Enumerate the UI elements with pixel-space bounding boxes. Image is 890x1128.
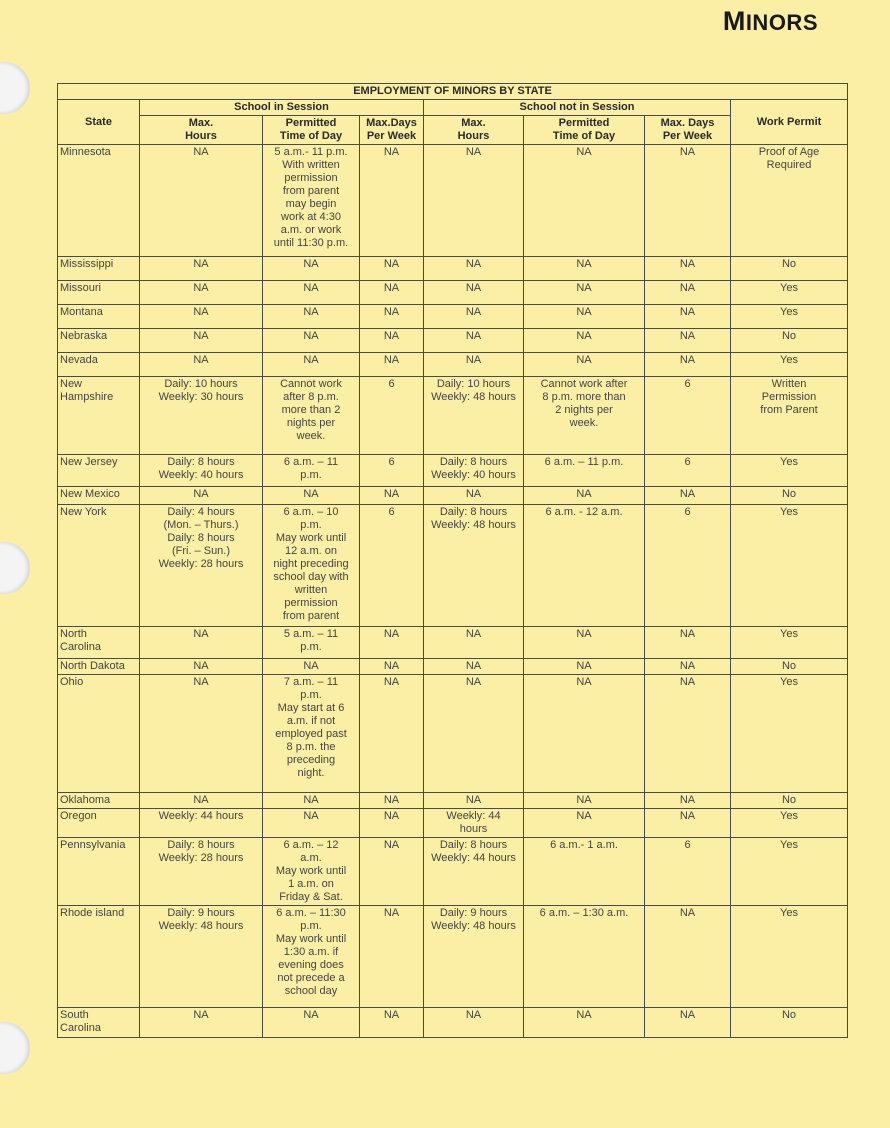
permitted-time-school-cell: NA bbox=[263, 305, 360, 329]
work-permit-cell: Yes bbox=[731, 809, 848, 838]
permitted-time-school-cell: NA bbox=[263, 257, 360, 281]
max-hours-school-cell: Daily: 9 hours Weekly: 48 hours bbox=[140, 906, 263, 1008]
col-header-max-days-no-school: Max. Days Per Week bbox=[645, 116, 731, 145]
page-title-rest: INORS bbox=[745, 10, 818, 35]
col-header-max-hours-no-school: Max. Hours bbox=[424, 116, 524, 145]
permitted-time-school-cell: Cannot work after 8 p.m. more than 2 nights per week. bbox=[263, 377, 360, 455]
permitted-time-no-school-cell: 6 a.m.- 1 a.m. bbox=[524, 838, 645, 906]
work-permit-cell: Yes bbox=[731, 305, 848, 329]
max-days-school-cell: NA bbox=[360, 281, 424, 305]
binder-hole-middle bbox=[0, 542, 30, 594]
max-days-no-school-cell: 6 bbox=[645, 838, 731, 906]
permitted-time-school-cell: NA bbox=[263, 353, 360, 377]
max-hours-no-school-cell: Daily: 8 hours Weekly: 48 hours bbox=[424, 505, 524, 627]
max-days-school-cell: NA bbox=[360, 627, 424, 659]
max-days-no-school-cell: NA bbox=[645, 906, 731, 1008]
permitted-time-school-cell: 6 a.m. – 11:30 p.m. May work until 1:30 a.m. if evening does not precede a school day bbox=[263, 906, 360, 1008]
permitted-time-school-cell: 7 a.m. – 11 p.m. May start at 6 a.m. if not employed past 8 p.m. the preceding night. bbox=[263, 675, 360, 793]
group-header-school-in-session: School in Session bbox=[140, 100, 424, 116]
permitted-time-no-school-cell: NA bbox=[524, 487, 645, 505]
col-header-permitted-time-school: Permitted Time of Day bbox=[263, 116, 360, 145]
state-cell: Oklahoma bbox=[58, 793, 140, 809]
permitted-time-no-school-cell: NA bbox=[524, 257, 645, 281]
work-permit-cell: No bbox=[731, 257, 848, 281]
max-days-no-school-cell: NA bbox=[645, 487, 731, 505]
state-cell: North Carolina bbox=[58, 627, 140, 659]
work-permit-cell: Yes bbox=[731, 906, 848, 1008]
state-cell: New Hampshire bbox=[58, 377, 140, 455]
max-days-school-cell: NA bbox=[360, 906, 424, 1008]
max-days-school-cell: 6 bbox=[360, 455, 424, 487]
page-title bbox=[723, 6, 818, 37]
max-hours-no-school-cell: Daily: 9 hours Weekly: 48 hours bbox=[424, 906, 524, 1008]
max-days-no-school-cell: NA bbox=[645, 793, 731, 809]
work-permit-cell: Yes bbox=[731, 838, 848, 906]
max-hours-no-school-cell: NA bbox=[424, 659, 524, 675]
max-days-no-school-cell: NA bbox=[645, 675, 731, 793]
max-hours-no-school-cell: NA bbox=[424, 353, 524, 377]
permitted-time-school-cell: NA bbox=[263, 809, 360, 838]
col-header-work-permit: Work Permit bbox=[731, 100, 848, 145]
permitted-time-no-school-cell: NA bbox=[524, 793, 645, 809]
state-cell: New York bbox=[58, 505, 140, 627]
max-days-no-school-cell: NA bbox=[645, 329, 731, 353]
max-hours-no-school-cell: NA bbox=[424, 793, 524, 809]
table-body bbox=[58, 145, 848, 1038]
work-permit-cell: No bbox=[731, 659, 848, 675]
table-row bbox=[58, 487, 848, 505]
permitted-time-no-school-cell: NA bbox=[524, 329, 645, 353]
employment-of-minors-table bbox=[57, 83, 848, 1038]
max-hours-no-school-cell: Daily: 10 hours Weekly: 48 hours bbox=[424, 377, 524, 455]
max-hours-no-school-cell: NA bbox=[424, 329, 524, 353]
max-hours-school-cell: Weekly: 44 hours bbox=[140, 809, 263, 838]
work-permit-cell: Written Permission from Parent bbox=[731, 377, 848, 455]
max-hours-school-cell: Daily: 4 hours (Mon. – Thurs.) Daily: 8 hours (Fri. – Sun.) Weekly: 28 hours bbox=[140, 505, 263, 627]
permitted-time-no-school-cell: NA bbox=[524, 627, 645, 659]
state-cell: Pennsylvania bbox=[58, 838, 140, 906]
group-header-school-not-in-session: School not in Session bbox=[424, 100, 731, 116]
max-days-no-school-cell: 6 bbox=[645, 455, 731, 487]
max-days-no-school-cell: NA bbox=[645, 257, 731, 281]
max-hours-school-cell: NA bbox=[140, 281, 263, 305]
table-row bbox=[58, 505, 848, 627]
permitted-time-no-school-cell: NA bbox=[524, 659, 645, 675]
work-permit-cell: Yes bbox=[731, 353, 848, 377]
permitted-time-school-cell: NA bbox=[263, 329, 360, 353]
permitted-time-no-school-cell: NA bbox=[524, 145, 645, 257]
work-permit-cell: Yes bbox=[731, 675, 848, 793]
table-row bbox=[58, 906, 848, 1008]
max-hours-school-cell: NA bbox=[140, 353, 263, 377]
max-days-no-school-cell: NA bbox=[645, 809, 731, 838]
table-row bbox=[58, 838, 848, 906]
max-hours-no-school-cell: NA bbox=[424, 257, 524, 281]
max-days-school-cell: 6 bbox=[360, 505, 424, 627]
max-hours-no-school-cell: NA bbox=[424, 1008, 524, 1038]
work-permit-cell: No bbox=[731, 793, 848, 809]
max-days-school-cell: NA bbox=[360, 838, 424, 906]
table-row bbox=[58, 455, 848, 487]
work-permit-cell: Yes bbox=[731, 281, 848, 305]
state-cell: South Carolina bbox=[58, 1008, 140, 1038]
work-permit-cell: Yes bbox=[731, 455, 848, 487]
max-hours-no-school-cell: NA bbox=[424, 145, 524, 257]
table-row bbox=[58, 257, 848, 281]
state-cell: Nebraska bbox=[58, 329, 140, 353]
max-hours-school-cell: Daily: 10 hours Weekly: 30 hours bbox=[140, 377, 263, 455]
state-cell: Montana bbox=[58, 305, 140, 329]
max-days-school-cell: NA bbox=[360, 257, 424, 281]
max-days-no-school-cell: NA bbox=[645, 1008, 731, 1038]
max-hours-no-school-cell: NA bbox=[424, 281, 524, 305]
max-days-no-school-cell: NA bbox=[645, 353, 731, 377]
max-hours-no-school-cell: Daily: 8 hours Weekly: 40 hours bbox=[424, 455, 524, 487]
max-days-no-school-cell: NA bbox=[645, 659, 731, 675]
table-row bbox=[58, 809, 848, 838]
table-row bbox=[58, 281, 848, 305]
max-days-school-cell: NA bbox=[360, 793, 424, 809]
col-header-max-hours-school: Max. Hours bbox=[140, 116, 263, 145]
permitted-time-school-cell: 5 a.m.- 11 p.m. With written permission from parent may begin work at 4:30 a.m. or work until 11:30 p.m. bbox=[263, 145, 360, 257]
permitted-time-no-school-cell: NA bbox=[524, 353, 645, 377]
work-permit-cell: No bbox=[731, 487, 848, 505]
permitted-time-school-cell: NA bbox=[263, 487, 360, 505]
max-days-no-school-cell: 6 bbox=[645, 377, 731, 455]
state-cell: Nevada bbox=[58, 353, 140, 377]
permitted-time-school-cell: NA bbox=[263, 281, 360, 305]
max-hours-no-school-cell: NA bbox=[424, 627, 524, 659]
max-hours-school-cell: NA bbox=[140, 793, 263, 809]
state-cell: Minnesota bbox=[58, 145, 140, 257]
max-days-no-school-cell: NA bbox=[645, 145, 731, 257]
permitted-time-no-school-cell: NA bbox=[524, 1008, 645, 1038]
page-title-initial: M bbox=[722, 6, 746, 36]
table-row bbox=[58, 659, 848, 675]
state-cell: Missouri bbox=[58, 281, 140, 305]
table-row bbox=[58, 675, 848, 793]
table-row bbox=[58, 1008, 848, 1038]
max-days-school-cell: NA bbox=[360, 353, 424, 377]
table-caption: EMPLOYMENT OF MINORS BY STATE bbox=[58, 84, 848, 100]
col-header-permitted-time-no-school: Permitted Time of Day bbox=[524, 116, 645, 145]
max-hours-no-school-cell: NA bbox=[424, 487, 524, 505]
permitted-time-no-school-cell: NA bbox=[524, 281, 645, 305]
table-row bbox=[58, 793, 848, 809]
state-cell: North Dakota bbox=[58, 659, 140, 675]
max-hours-school-cell: NA bbox=[140, 1008, 263, 1038]
state-cell: Ohio bbox=[58, 675, 140, 793]
permitted-time-school-cell: NA bbox=[263, 659, 360, 675]
table-row bbox=[58, 145, 848, 257]
employment-table-sheet bbox=[57, 83, 847, 1038]
max-hours-no-school-cell: Weekly: 44 hours bbox=[424, 809, 524, 838]
max-days-school-cell: NA bbox=[360, 305, 424, 329]
permitted-time-no-school-cell: 6 a.m. - 12 a.m. bbox=[524, 505, 645, 627]
max-days-school-cell: NA bbox=[360, 487, 424, 505]
permitted-time-no-school-cell: 6 a.m. – 11 p.m. bbox=[524, 455, 645, 487]
permitted-time-school-cell: NA bbox=[263, 793, 360, 809]
max-days-no-school-cell: 6 bbox=[645, 505, 731, 627]
state-cell: New Mexico bbox=[58, 487, 140, 505]
work-permit-cell: No bbox=[731, 1008, 848, 1038]
max-hours-school-cell: Daily: 8 hours Weekly: 28 hours bbox=[140, 838, 263, 906]
max-days-school-cell: NA bbox=[360, 329, 424, 353]
permitted-time-school-cell: 6 a.m. – 12 a.m. May work until 1 a.m. on Friday & Sat. bbox=[263, 838, 360, 906]
permitted-time-school-cell: NA bbox=[263, 1008, 360, 1038]
max-hours-no-school-cell: NA bbox=[424, 305, 524, 329]
table-row bbox=[58, 627, 848, 659]
max-days-school-cell: NA bbox=[360, 1008, 424, 1038]
work-permit-cell: Yes bbox=[731, 505, 848, 627]
col-header-state: State bbox=[58, 100, 140, 145]
max-days-no-school-cell: NA bbox=[645, 627, 731, 659]
max-hours-school-cell: NA bbox=[140, 145, 263, 257]
state-cell: Oregon bbox=[58, 809, 140, 838]
max-hours-school-cell: NA bbox=[140, 305, 263, 329]
max-days-school-cell: NA bbox=[360, 145, 424, 257]
max-hours-no-school-cell: NA bbox=[424, 675, 524, 793]
work-permit-cell: No bbox=[731, 329, 848, 353]
work-permit-cell: Proof of Age Required bbox=[731, 145, 848, 257]
permitted-time-no-school-cell: NA bbox=[524, 305, 645, 329]
permitted-time-no-school-cell: NA bbox=[524, 809, 645, 838]
max-days-school-cell: NA bbox=[360, 675, 424, 793]
state-cell: Rhode island bbox=[58, 906, 140, 1008]
max-hours-school-cell: NA bbox=[140, 257, 263, 281]
permitted-time-school-cell: 6 a.m. – 11 p.m. bbox=[263, 455, 360, 487]
permitted-time-no-school-cell: 6 a.m. – 1:30 a.m. bbox=[524, 906, 645, 1008]
binder-hole-top bbox=[0, 62, 30, 114]
max-hours-school-cell: NA bbox=[140, 627, 263, 659]
max-hours-school-cell: NA bbox=[140, 659, 263, 675]
work-permit-cell: Yes bbox=[731, 627, 848, 659]
table-row bbox=[58, 377, 848, 455]
permitted-time-no-school-cell: Cannot work after 8 p.m. more than 2 nights per week. bbox=[524, 377, 645, 455]
state-cell: Mississippi bbox=[58, 257, 140, 281]
table-row bbox=[58, 353, 848, 377]
table-row bbox=[58, 329, 848, 353]
col-header-max-days-school: Max.Days Per Week bbox=[360, 116, 424, 145]
max-days-school-cell: 6 bbox=[360, 377, 424, 455]
state-cell: New Jersey bbox=[58, 455, 140, 487]
max-days-no-school-cell: NA bbox=[645, 281, 731, 305]
binder-hole-bottom bbox=[0, 1022, 30, 1074]
table-row bbox=[58, 305, 848, 329]
max-hours-no-school-cell: Daily: 8 hours Weekly: 44 hours bbox=[424, 838, 524, 906]
max-days-school-cell: NA bbox=[360, 659, 424, 675]
max-days-school-cell: NA bbox=[360, 809, 424, 838]
max-hours-school-cell: Daily: 8 hours Weekly: 40 hours bbox=[140, 455, 263, 487]
permitted-time-school-cell: 5 a.m. – 11 p.m. bbox=[263, 627, 360, 659]
permitted-time-school-cell: 6 a.m. – 10 p.m. May work until 12 a.m. on night preceding school day with written permission from parent bbox=[263, 505, 360, 627]
max-hours-school-cell: NA bbox=[140, 487, 263, 505]
permitted-time-no-school-cell: NA bbox=[524, 675, 645, 793]
max-hours-school-cell: NA bbox=[140, 675, 263, 793]
max-days-no-school-cell: NA bbox=[645, 305, 731, 329]
max-hours-school-cell: NA bbox=[140, 329, 263, 353]
